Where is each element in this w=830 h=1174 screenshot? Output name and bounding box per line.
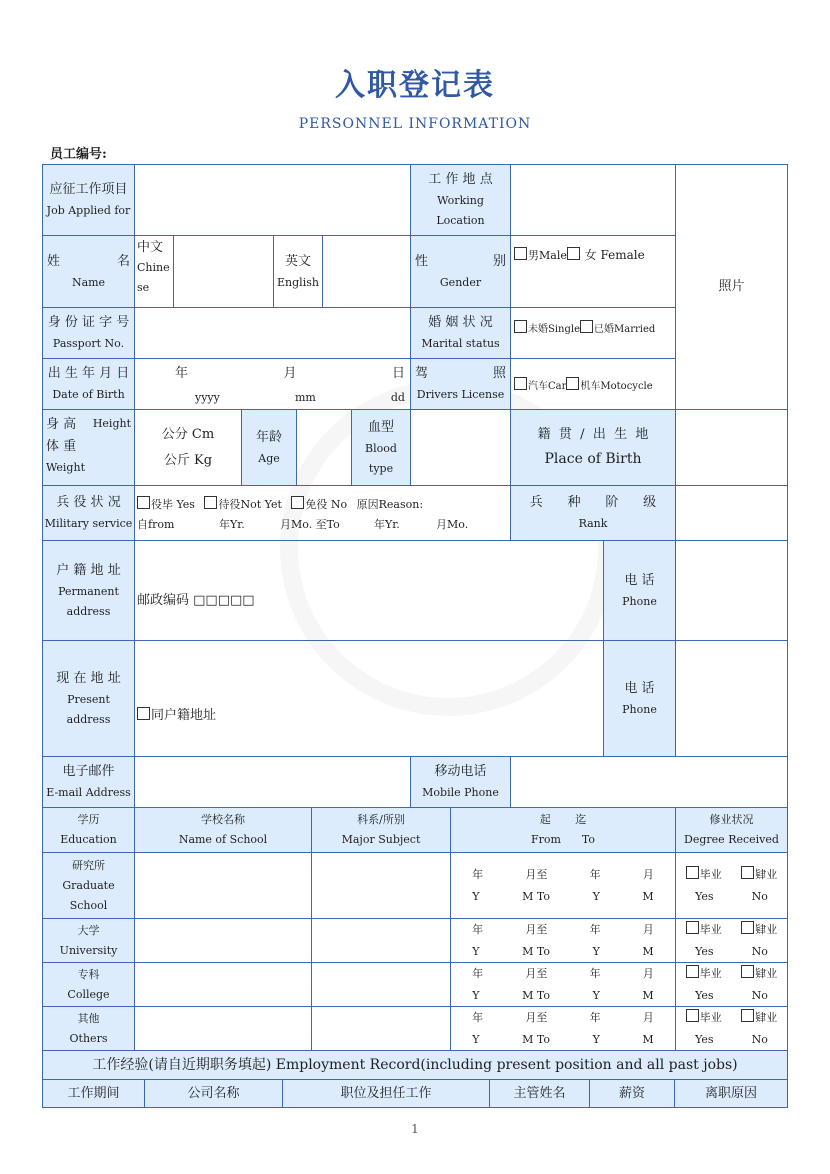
- military-from: 自from: [137, 518, 175, 531]
- edu-degree-options: [675, 852, 788, 919]
- emp-col-position: [282, 1079, 490, 1108]
- married-label: 已婚Married: [594, 324, 656, 335]
- degree-yes: Yes: [695, 988, 714, 1002]
- name-en: Name: [71, 275, 106, 289]
- military-yes-checkbox[interactable]: [137, 496, 150, 509]
- graduated-option[interactable]: [686, 1007, 722, 1029]
- military-yr2: 年Yr.: [374, 518, 400, 531]
- major-en: Major Subject: [341, 833, 421, 846]
- present-phone-en: Phone: [622, 702, 657, 716]
- permanent-address-input[interactable]: [134, 540, 604, 641]
- mobile-en: Mobile Phone: [422, 786, 499, 799]
- degree-no: No: [751, 988, 768, 1002]
- date-label-y: 年: [472, 966, 484, 980]
- edu-date-row2: [451, 941, 675, 963]
- job-label-zh: 应征工作项目: [49, 182, 128, 197]
- gender-options: [510, 235, 676, 308]
- edu-header-major: [311, 807, 451, 853]
- date-label-Y2: Y: [592, 988, 600, 1002]
- permanent-phone-label: [603, 540, 676, 641]
- military-mo: 月Mo.: [436, 518, 469, 531]
- date-label-y: 年: [472, 1010, 484, 1024]
- email-input[interactable]: [134, 756, 411, 808]
- date-label-y2: 年: [589, 867, 601, 881]
- date-label-m: 月: [642, 966, 654, 980]
- height-en: Height: [92, 417, 131, 430]
- edu-date-row1: [451, 864, 675, 886]
- chinese-name-input[interactable]: [173, 235, 274, 308]
- incomplete-label: 肄业: [755, 966, 778, 980]
- military-no-checkbox[interactable]: [291, 496, 304, 509]
- date-label-Y: Y: [472, 1032, 480, 1046]
- present-en2: address: [66, 712, 111, 726]
- birthplace-input[interactable]: [675, 409, 788, 486]
- male-label: 男Male: [528, 249, 567, 262]
- military-moto: 月Mo. 至To: [280, 518, 340, 531]
- graduated-label: 毕业: [699, 1010, 722, 1024]
- edu-row-label-en1: Others: [69, 1031, 108, 1045]
- emp-col-reason: [674, 1079, 788, 1108]
- rank-zh: 兵 种 阶 级: [529, 495, 657, 510]
- incomplete-checkbox[interactable]: [741, 866, 754, 879]
- military-yr: 年Yr.: [219, 518, 245, 531]
- military-yes: 役毕 Yes: [151, 498, 195, 511]
- edu-degree-options: [675, 918, 788, 963]
- name-zh2: 名: [116, 253, 130, 269]
- incomplete-label: 肄业: [755, 922, 778, 936]
- date-label-m_to: 月至: [525, 922, 548, 936]
- employee-number-label: 员工编号:: [50, 147, 107, 162]
- date-label-Y2: Y: [592, 889, 600, 903]
- page-number: 1: [411, 1122, 419, 1136]
- graduated-option[interactable]: [686, 963, 722, 985]
- date-label-m: 月: [642, 867, 654, 881]
- location-label-en2: Location: [436, 214, 485, 227]
- edu-date-row2: [451, 886, 675, 908]
- dob-mm: mm: [294, 391, 316, 404]
- chinese-l1: 中文: [137, 240, 164, 255]
- emp-col-period-text: 工作期间: [67, 1085, 120, 1101]
- date-label-MTo: M To: [522, 944, 550, 958]
- location-label: [410, 164, 511, 236]
- present-phone-zh: 电 话: [624, 680, 655, 696]
- blood-en1: Blood: [365, 441, 397, 455]
- incomplete-option[interactable]: [741, 864, 777, 886]
- graduated-checkbox[interactable]: [686, 965, 699, 978]
- license-zh1: 驾: [415, 366, 429, 381]
- edu-row-label-zh: 其他: [77, 1011, 100, 1025]
- mobile-input[interactable]: [510, 756, 788, 808]
- date-label-Y: Y: [472, 889, 480, 903]
- mobile-label: [410, 756, 511, 808]
- date-label-m_to: 月至: [525, 966, 548, 980]
- edu-major-input[interactable]: [311, 962, 451, 1007]
- edu-row-label-en2: School: [69, 898, 108, 912]
- military-options: [134, 485, 511, 541]
- page-subtitle: PERSONNEL INFORMATION: [298, 116, 532, 132]
- edu-date-row1: [451, 963, 675, 985]
- rank-label: [510, 485, 676, 541]
- location-input[interactable]: [510, 164, 676, 236]
- cm-label: 公分 Cm: [161, 426, 215, 442]
- edu-header-education: [42, 807, 135, 853]
- incomplete-option[interactable]: [741, 1007, 777, 1029]
- dob-dd: dd: [390, 391, 405, 404]
- date-label-y: 年: [472, 867, 484, 881]
- license-label: [410, 358, 511, 410]
- employment-title: [42, 1050, 788, 1080]
- passport-input[interactable]: [134, 307, 411, 359]
- mobile-zh: 移动电话: [434, 764, 487, 779]
- incomplete-label: 肄业: [755, 867, 778, 881]
- female-checkbox[interactable]: [567, 247, 580, 260]
- edu-school-input[interactable]: [134, 918, 312, 963]
- emp-col-company-text: 公司名称: [187, 1085, 240, 1101]
- date-label-Y2: Y: [592, 944, 600, 958]
- incomplete-checkbox[interactable]: [741, 1009, 754, 1022]
- gender-en: Gender: [439, 275, 482, 289]
- passport-label: [42, 307, 135, 359]
- gender-label: [410, 235, 511, 308]
- incomplete-label: 肄业: [755, 1010, 778, 1024]
- degree-en: Degree Received: [684, 833, 779, 846]
- degree-row2: [676, 985, 787, 1007]
- present-address-input[interactable]: [134, 640, 604, 757]
- edu-date-row2: [451, 985, 675, 1007]
- edu-school-input[interactable]: [134, 962, 312, 1007]
- edu-date-row1: [451, 919, 675, 941]
- passport-en: Passport No.: [52, 337, 125, 350]
- english-label: [273, 235, 323, 308]
- degree-row1: [676, 963, 787, 985]
- emp-col-supervisor: [489, 1079, 590, 1108]
- name-zh1: 姓: [47, 253, 61, 269]
- dob-label: [42, 358, 135, 410]
- edu-row-label-zh: 大学: [77, 923, 100, 937]
- edu-header-from-to: [450, 807, 676, 853]
- weight-zh: 体 重: [46, 439, 77, 454]
- married-checkbox[interactable]: [580, 320, 593, 333]
- from-zh: 起 迄: [539, 813, 587, 826]
- english-zh: 英文: [284, 253, 311, 269]
- permanent-label: [42, 540, 135, 641]
- degree-row1: [676, 1007, 787, 1029]
- incomplete-checkbox[interactable]: [741, 921, 754, 934]
- date-label-y: 年: [472, 922, 484, 936]
- date-label-Y2: Y: [592, 1032, 600, 1046]
- job-input[interactable]: [134, 164, 411, 236]
- date-label-M: M: [642, 988, 654, 1002]
- date-label-M: M: [642, 944, 654, 958]
- date-label-M: M: [642, 1032, 654, 1046]
- female-label: 女 Female: [580, 248, 645, 262]
- edu-row-label-zh: 研究所: [72, 858, 105, 872]
- rank-input[interactable]: [675, 485, 788, 541]
- blood-input[interactable]: [410, 409, 511, 486]
- date-label-MTo: M To: [522, 889, 550, 903]
- weight-en: Weight: [46, 461, 85, 474]
- gender-zh1: 性: [415, 253, 429, 269]
- passport-zh: 身 份 证 字 号: [47, 315, 130, 330]
- employment-title-text: 工作经验(请自近期职务填起) Employment Record(including present position and all past jobs): [92, 1057, 738, 1073]
- edu-school-input[interactable]: [134, 852, 312, 919]
- male-checkbox[interactable]: [514, 247, 527, 260]
- degree-no: No: [751, 889, 768, 903]
- rank-en: Rank: [578, 517, 608, 530]
- degree-row1: [676, 919, 787, 941]
- edu-row-label-zh: 专科: [77, 967, 100, 981]
- degree-no: No: [751, 1032, 768, 1046]
- date-label-m: 月: [642, 1010, 654, 1024]
- incomplete-option[interactable]: [741, 963, 777, 985]
- present-phone-label: [603, 640, 676, 757]
- edu-date-row2: [451, 1029, 675, 1051]
- single-checkbox[interactable]: [514, 320, 527, 333]
- car-checkbox[interactable]: [514, 377, 527, 390]
- edu-major-input[interactable]: [311, 918, 451, 963]
- height-zh: 身 高: [46, 417, 77, 432]
- military-notyet: 待役Not Yet: [218, 498, 282, 511]
- same-address-label: 同户籍地址: [151, 708, 217, 723]
- marital-label: [410, 307, 511, 359]
- photo-box[interactable]: [675, 164, 788, 410]
- email-zh: 电子邮件: [62, 764, 115, 779]
- emp-col-salary-text: 薪资: [618, 1085, 645, 1101]
- date-label-m: 月: [642, 922, 654, 936]
- dob-en: Date of Birth: [52, 388, 125, 401]
- degree-row1: [676, 864, 787, 886]
- edu-date-input[interactable]: [450, 1006, 676, 1051]
- chinese-l3: se: [137, 281, 150, 294]
- degree-row2: [676, 941, 787, 963]
- marital-options: [510, 307, 676, 359]
- edu-degree-options: [675, 962, 788, 1007]
- dob-month: 月: [283, 366, 297, 381]
- graduated-option[interactable]: [686, 864, 722, 886]
- location-label-zh: 工 作 地 点: [428, 172, 493, 187]
- graduated-option[interactable]: [686, 919, 722, 941]
- from-en: From To: [530, 833, 596, 846]
- name-label: [42, 235, 135, 308]
- edu-row-label: [42, 962, 135, 1007]
- incomplete-checkbox[interactable]: [741, 965, 754, 978]
- graduated-label: 毕业: [699, 922, 722, 936]
- emp-col-position-text: 职位及担任工作: [340, 1085, 432, 1101]
- degree-zh: 修业状况: [709, 813, 754, 826]
- blood-zh: 血型: [367, 419, 394, 435]
- degree-yes: Yes: [695, 944, 714, 958]
- graduated-label: 毕业: [699, 966, 722, 980]
- graduated-checkbox[interactable]: [686, 866, 699, 879]
- chinese-label: [134, 235, 174, 308]
- photo-label: 照片: [718, 279, 745, 294]
- license-options: [510, 358, 676, 410]
- kg-label: 公斤 Kg: [163, 452, 213, 468]
- emp-col-period: [42, 1079, 145, 1108]
- postal-code-label: 邮政编码 □□□□□: [137, 593, 255, 608]
- dob-day: 日: [391, 366, 405, 381]
- graduated-label: 毕业: [699, 867, 722, 881]
- edu-en: Education: [60, 833, 117, 846]
- present-en1: Present: [67, 692, 110, 706]
- permanent-phone-en: Phone: [622, 594, 657, 608]
- date-label-Y: Y: [472, 988, 480, 1002]
- same-address-checkbox[interactable]: [137, 707, 150, 720]
- dob-input[interactable]: [134, 358, 411, 410]
- job-label: [42, 164, 135, 236]
- age-input[interactable]: [296, 409, 352, 486]
- edu-zh: 学历: [77, 813, 100, 826]
- edu-row-label-en1: University: [59, 943, 118, 957]
- car-label: 汽车Car: [528, 381, 567, 392]
- date-label-Y: Y: [472, 944, 480, 958]
- job-label-en: Job Applied for: [46, 204, 131, 217]
- edu-row-label: [42, 852, 135, 919]
- present-label: [42, 640, 135, 757]
- location-label-en1: Working: [437, 194, 484, 207]
- edu-degree-options: [675, 1006, 788, 1051]
- present-zh: 现 在 地 址: [56, 670, 121, 686]
- license-en: Drivers License: [416, 388, 505, 401]
- birthplace-zh: 籍 贯 / 出 生 地: [537, 426, 649, 442]
- edu-row-label: [42, 918, 135, 963]
- date-label-m_to: 月至: [525, 1010, 548, 1024]
- military-zh: 兵 役 状 况: [56, 495, 121, 510]
- permanent-zh: 户 籍 地 址: [56, 562, 121, 578]
- school-en: Name of School: [178, 833, 268, 846]
- edu-row-label: [42, 1006, 135, 1051]
- date-label-y2: 年: [589, 966, 601, 980]
- permanent-phone-zh: 电 话: [624, 572, 655, 588]
- graduated-checkbox[interactable]: [686, 1009, 699, 1022]
- graduated-checkbox[interactable]: [686, 921, 699, 934]
- degree-no: No: [751, 944, 768, 958]
- birthplace-label: [510, 409, 676, 486]
- major-zh: 科系/所别: [357, 813, 405, 826]
- permanent-en2: address: [66, 604, 111, 618]
- military-reason: 原因Reason:: [356, 498, 424, 511]
- edu-row-label-en1: Graduate: [62, 878, 115, 892]
- degree-yes: Yes: [695, 889, 714, 903]
- chinese-l2: Chine: [137, 261, 170, 274]
- date-label-m_to: 月至: [525, 867, 548, 881]
- military-notyet-checkbox[interactable]: [204, 496, 217, 509]
- edu-date-input[interactable]: [450, 962, 676, 1007]
- single-label: 未婚Single: [528, 324, 581, 335]
- school-zh: 学校名称: [201, 813, 245, 826]
- age-en: Age: [258, 451, 280, 465]
- edu-major-input[interactable]: [311, 852, 451, 919]
- marital-en: Marital status: [421, 337, 500, 350]
- edu-header-degree: [675, 807, 788, 853]
- permanent-en1: Permanent: [58, 584, 119, 598]
- emp-col-supervisor-text: 主管姓名: [513, 1085, 566, 1101]
- permanent-phone-input[interactable]: [675, 540, 788, 641]
- dob-zh: 出 生 年 月 日: [47, 366, 130, 381]
- email-en: E-mail Address: [46, 786, 131, 799]
- military-label: [42, 485, 135, 541]
- edu-date-input[interactable]: [450, 918, 676, 963]
- page-title: 入职登记表: [335, 68, 495, 103]
- moto-label: 机车Motocycle: [580, 381, 653, 392]
- gender-zh2: 别: [492, 253, 506, 269]
- marital-zh: 婚 姻 状 况: [428, 315, 493, 330]
- registration-form: [42, 164, 788, 1108]
- emp-col-reason-text: 离职原因: [704, 1085, 757, 1101]
- military-no: 免役 No: [305, 498, 348, 511]
- emp-col-company: [144, 1079, 283, 1108]
- age-zh: 年龄: [255, 429, 282, 445]
- degree-row2: [676, 1029, 787, 1051]
- dob-year: 年: [175, 366, 189, 381]
- present-phone-input[interactable]: [675, 640, 788, 757]
- english-name-input[interactable]: [322, 235, 411, 308]
- emp-col-salary: [589, 1079, 675, 1108]
- date-label-y2: 年: [589, 1010, 601, 1024]
- same-address-option: [137, 705, 216, 727]
- moto-checkbox[interactable]: [566, 377, 579, 390]
- edu-major-input[interactable]: [311, 1006, 451, 1051]
- blood-label: [351, 409, 411, 486]
- edu-row-label-en1: College: [67, 987, 110, 1001]
- degree-row2: [676, 886, 787, 908]
- license-zh2: 照: [492, 366, 506, 381]
- date-label-MTo: M To: [522, 1032, 550, 1046]
- blood-en2: type: [368, 461, 394, 475]
- dob-yyyy: yyyy: [195, 391, 220, 404]
- date-label-M: M: [642, 889, 654, 903]
- edu-header-school: [134, 807, 312, 853]
- height-weight-label: [42, 409, 135, 486]
- age-label: [241, 409, 297, 486]
- birthplace-en: Place of Birth: [544, 450, 642, 467]
- incomplete-option[interactable]: [741, 919, 777, 941]
- military-en: Military service: [44, 517, 133, 530]
- edu-date-input[interactable]: [450, 852, 676, 919]
- degree-yes: Yes: [695, 1032, 714, 1046]
- email-label: [42, 756, 135, 808]
- edu-school-input[interactable]: [134, 1006, 312, 1051]
- date-label-MTo: M To: [522, 988, 550, 1002]
- height-weight-input[interactable]: [134, 409, 242, 486]
- edu-date-row1: [451, 1007, 675, 1029]
- date-label-y2: 年: [589, 922, 601, 936]
- english-en: English: [277, 275, 319, 289]
